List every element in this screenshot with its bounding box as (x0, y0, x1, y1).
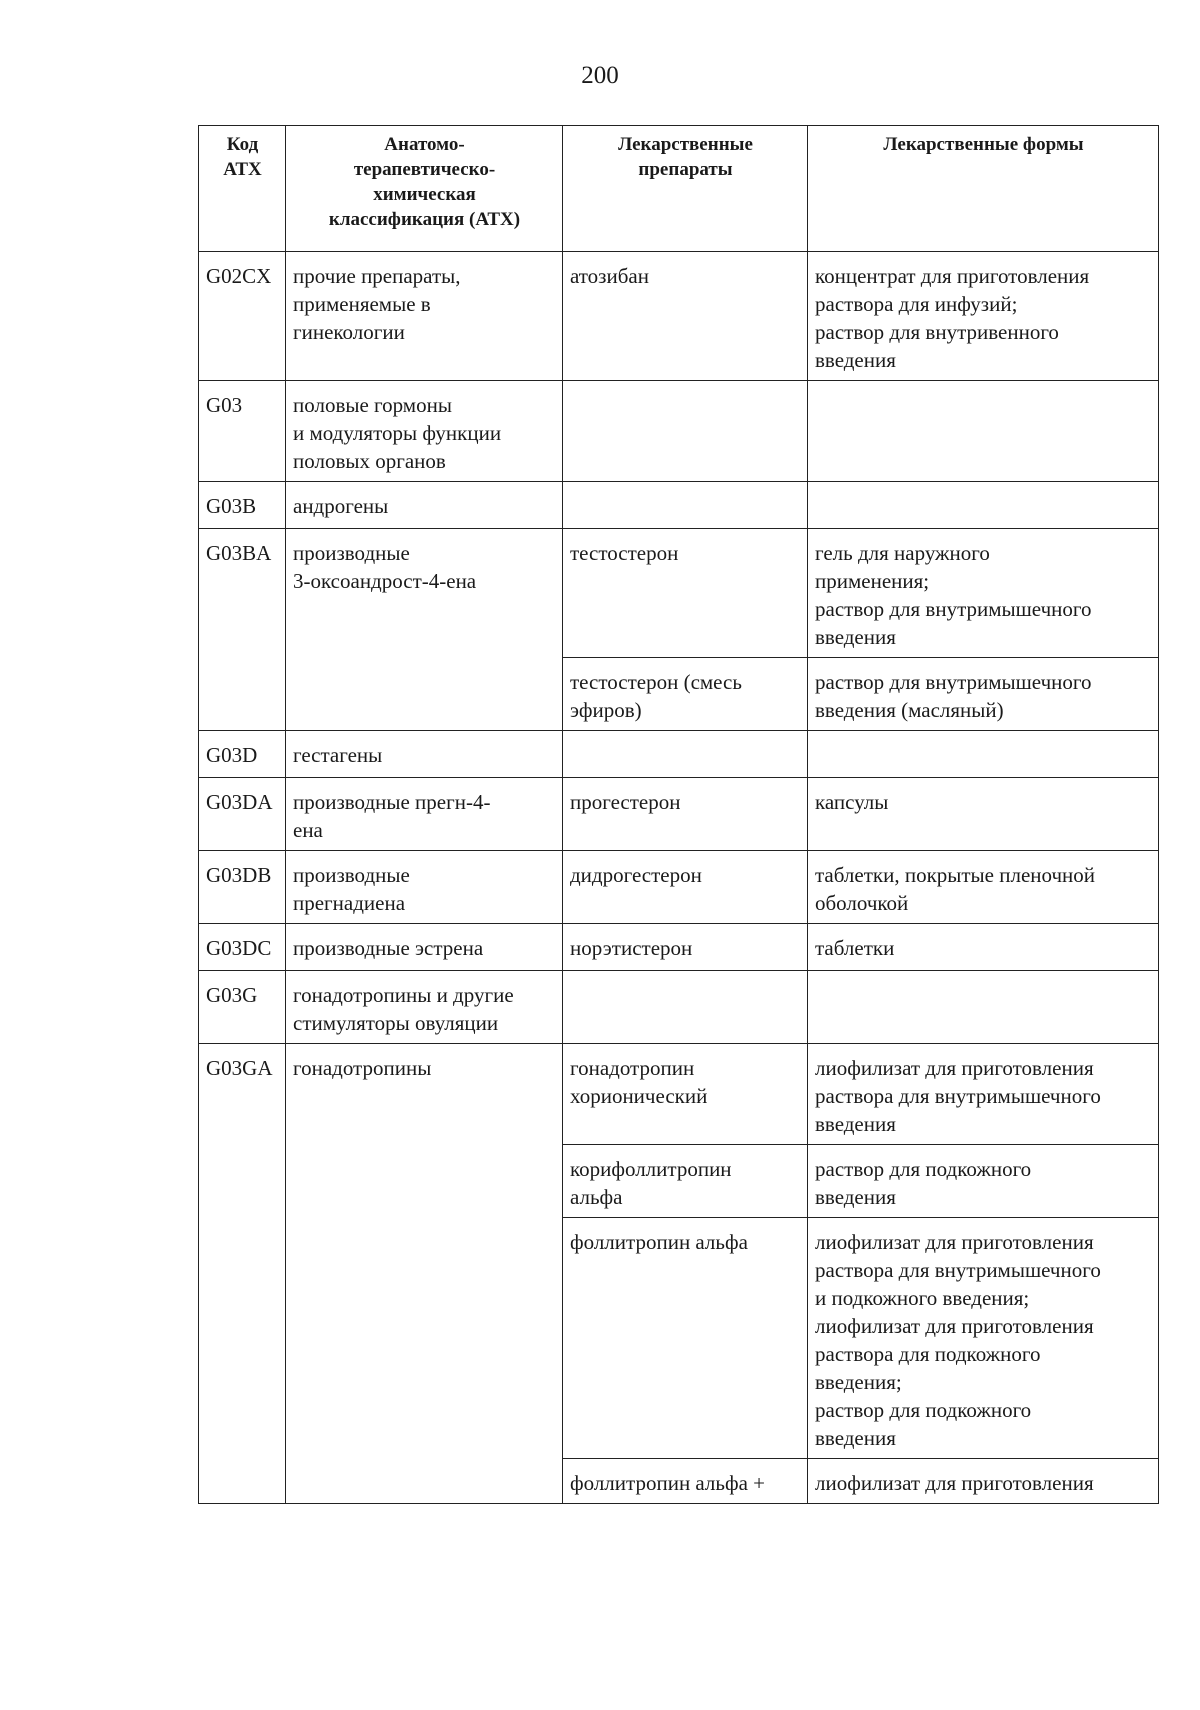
dosage-forms-line: раствор для внутримышечного (815, 670, 1092, 694)
drug-name (563, 1145, 808, 1218)
table-row (199, 1044, 1159, 1145)
dosage-forms-line: лиофилизат для приготовления (815, 1056, 1094, 1080)
drug-name (563, 252, 808, 381)
drug-name-line: тестостерон (смесь (570, 670, 742, 694)
drug-name-line: фоллитропин альфа + (570, 1471, 766, 1495)
header-classification: Анатомо- терапевтическо- химическая классификация (АТХ) (286, 126, 563, 252)
atx-code: G03DC (199, 924, 286, 971)
dosage-forms-line: раствор для внутривенного (815, 320, 1059, 344)
page-number: 200 (581, 62, 619, 89)
drug-name (563, 1044, 808, 1145)
drug-name-line: эфиров) (570, 698, 642, 722)
atx-code: G03G (199, 971, 286, 1044)
drug-name (563, 924, 808, 971)
dosage-forms (808, 1044, 1159, 1145)
dosage-forms-line: лиофилизат для приготовления (815, 1471, 1094, 1495)
dosage-forms (808, 381, 1159, 482)
atx-classification-line: ена (293, 818, 323, 842)
atx-classification-line: прочие препараты, (293, 264, 461, 288)
dosage-forms (808, 851, 1159, 924)
dosage-forms-line: концентрат для приготовления (815, 264, 1090, 288)
drug-name (563, 851, 808, 924)
dosage-forms-line: введения (815, 1112, 896, 1136)
atx-classification-line: прегнадиена (293, 891, 406, 915)
atx-code: G03B (199, 482, 286, 529)
drug-name-line: корифоллитропин (570, 1157, 732, 1181)
dosage-forms-line: раствор для внутримышечного (815, 597, 1092, 621)
atx-code: G03DB (199, 851, 286, 924)
drug-name-line: хорионический (570, 1084, 708, 1108)
dosage-forms (808, 1145, 1159, 1218)
dosage-forms-line: капсулы (815, 790, 889, 814)
atx-classification-line: производные (293, 541, 410, 565)
table-row (199, 482, 1159, 529)
dosage-forms (808, 1459, 1159, 1504)
dosage-forms (808, 924, 1159, 971)
header-code: Код АТХ (199, 126, 286, 252)
dosage-forms-line: введения (815, 1185, 896, 1209)
atx-classification-line: гонадотропины и другие (293, 983, 514, 1007)
drug-name (563, 1218, 808, 1459)
atx-classification-line: гинекологии (293, 320, 405, 344)
atx-classification (286, 778, 563, 851)
atx-classification (286, 731, 563, 778)
table-row (199, 731, 1159, 778)
header-drugs: Лекарственные препараты (563, 126, 808, 252)
drug-name (563, 778, 808, 851)
atx-code: G03BA (199, 529, 286, 731)
dosage-forms-line: раствора для подкожного (815, 1342, 1041, 1366)
atx-classification-line: стимуляторы овуляции (293, 1011, 499, 1035)
dosage-forms-line: раствора для внутримышечного (815, 1258, 1101, 1282)
atx-code: G02CX (199, 252, 286, 381)
atx-classification (286, 851, 563, 924)
drug-name (563, 1459, 808, 1504)
drug-name-line: альфа (570, 1185, 623, 1209)
atx-classification-line: гонадотропины (293, 1056, 432, 1080)
drug-name-line: норэтистерон (570, 936, 693, 960)
table-row (199, 971, 1159, 1044)
drug-name (563, 482, 808, 529)
atx-classification (286, 529, 563, 731)
atx-classification-line: 3-оксоандрост-4-ена (293, 569, 477, 593)
dosage-forms (808, 482, 1159, 529)
dosage-forms-line: раствора для внутримышечного (815, 1084, 1101, 1108)
dosage-forms-line: введения (масляный) (815, 698, 1004, 722)
atx-classification-line: гестагены (293, 743, 383, 767)
dosage-forms-line: введения; (815, 1370, 902, 1394)
atx-classification-line: андрогены (293, 494, 389, 518)
dosage-forms-line: раствор для подкожного (815, 1157, 1032, 1181)
atx-code: G03DA (199, 778, 286, 851)
table-row (199, 381, 1159, 482)
drug-name-line: атозибан (570, 264, 649, 288)
atx-classification-line: производные эстрена (293, 936, 484, 960)
drug-name (563, 658, 808, 731)
drug-name (563, 381, 808, 482)
drug-name (563, 731, 808, 778)
atx-classification (286, 252, 563, 381)
dosage-forms-line: таблетки (815, 936, 895, 960)
dosage-forms-line: гель для наружного (815, 541, 990, 565)
header-row (199, 126, 1159, 252)
drug-name-line: тестостерон (570, 541, 679, 565)
atx-classification-line: половых органов (293, 449, 446, 473)
atx-classification (286, 381, 563, 482)
dosage-forms-line: раствора для инфузий; (815, 292, 1018, 316)
drug-name (563, 971, 808, 1044)
dosage-forms (808, 529, 1159, 658)
atx-classification-line: производные (293, 863, 410, 887)
dosage-forms (808, 971, 1159, 1044)
table-row (199, 529, 1159, 658)
atx-classification-line: применяемые в (293, 292, 431, 316)
table-row (199, 778, 1159, 851)
dosage-forms-line: лиофилизат для приготовления (815, 1314, 1094, 1338)
dosage-forms-line: лиофилизат для приготовления (815, 1230, 1094, 1254)
atx-table (198, 125, 1159, 1504)
dosage-forms-line: введения (815, 348, 896, 372)
atx-classification-line: производные прегн-4- (293, 790, 491, 814)
dosage-forms (808, 252, 1159, 381)
drug-name-line: гонадотропин (570, 1056, 695, 1080)
drug-name (563, 529, 808, 658)
table-body (199, 252, 1159, 1504)
table-row (199, 252, 1159, 381)
atx-classification (286, 924, 563, 971)
drug-name-line: прогестерон (570, 790, 681, 814)
dosage-forms (808, 731, 1159, 778)
atx-classification (286, 1044, 563, 1504)
atx-classification-line: половые гормоны (293, 393, 452, 417)
dosage-forms (808, 658, 1159, 731)
atx-classification (286, 482, 563, 529)
atx-classification (286, 971, 563, 1044)
dosage-forms-line: применения; (815, 569, 930, 593)
table-row (199, 851, 1159, 924)
atx-code: G03 (199, 381, 286, 482)
drug-name-line: фоллитропин альфа (570, 1230, 748, 1254)
atx-code: G03GA (199, 1044, 286, 1504)
dosage-forms (808, 778, 1159, 851)
table-row (199, 924, 1159, 971)
header-forms: Лекарственные формы (808, 126, 1159, 252)
dosage-forms-line: оболочкой (815, 891, 909, 915)
dosage-forms-line: и подкожного введения; (815, 1286, 1030, 1310)
dosage-forms-line: введения (815, 625, 896, 649)
dosage-forms (808, 1218, 1159, 1459)
dosage-forms-line: раствор для подкожного (815, 1398, 1032, 1422)
atx-code: G03D (199, 731, 286, 778)
dosage-forms-line: таблетки, покрытые пленочной (815, 863, 1096, 887)
atx-classification-line: и модуляторы функции (293, 421, 502, 445)
dosage-forms-line: введения (815, 1426, 896, 1450)
drug-name-line: дидрогестерон (570, 863, 702, 887)
